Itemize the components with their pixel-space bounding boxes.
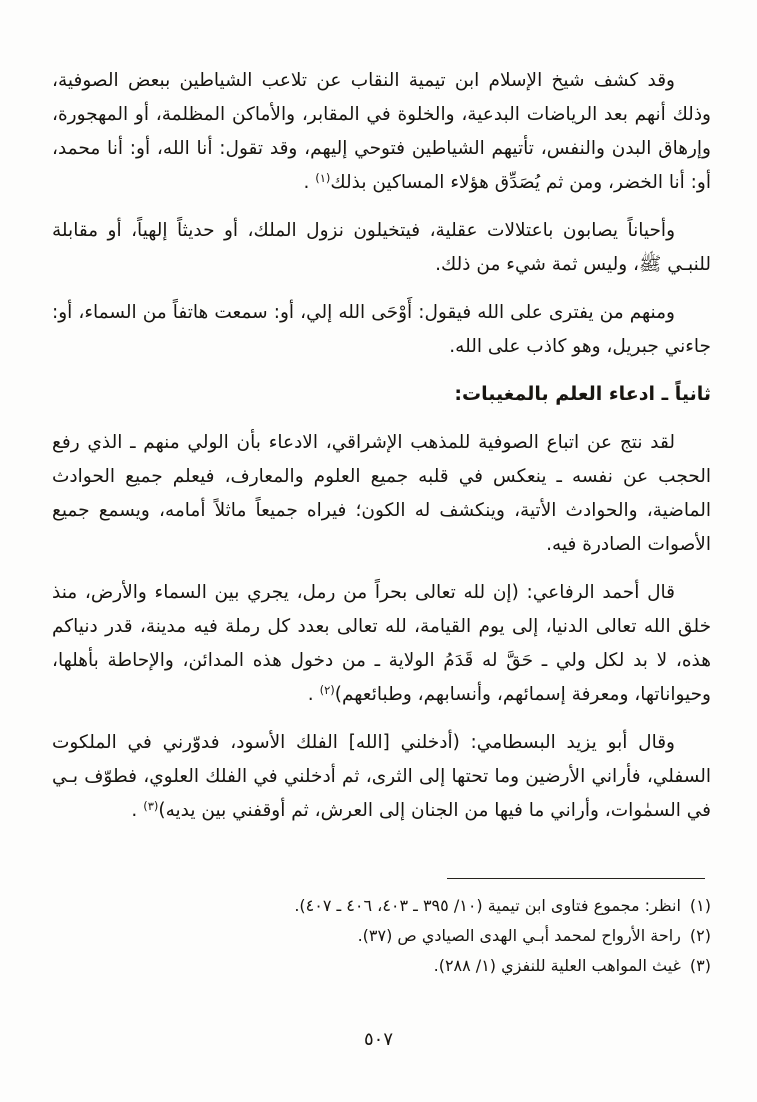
page-number: ٥٠٧ — [363, 1029, 393, 1050]
footnote-marker: (٢) — [689, 926, 711, 945]
paragraph: وأحياناً يصابون باعتلالات عقلية، فيتخيلون نزول الملك، أو حديثاً إلهياً، أو مقابلة للنبـي ﷺ، وليس ثمة شيء من ذلك. — [52, 220, 711, 275]
paragraph: قال أحمد الرفاعي: (إن لله تعالى بحراً من رمل، يجري بين السماء والأرض، منذ خلق الله تعالى الدنيا، إلى يوم القيامة، لله تعالى بعدد كل رملة فيه مدينة، قدر دنياكم هذه، لا بد لكل ولي ـ حَقَّ له قَدَمُ الولاية ـ من دخول هذه المدائن، والإحاطة بأهلها، وحيواناتها، ومعرفة إسمائهم، وأنسابهم، وطبائعهم)$^{(٢)}$ . — [52, 582, 711, 705]
footnote-list — [52, 891, 711, 981]
footnote-marker: (١) — [689, 896, 711, 915]
footnote — [52, 951, 711, 981]
section-heading: ثانياً ـ ادعاء العلم بالمغيبات: — [454, 383, 711, 405]
footnote-ref: (١) — [315, 171, 331, 185]
page-body — [52, 64, 711, 842]
footnote-text: غيث المواهب العلية للنفزي (١/ ٢٨٨). — [433, 956, 681, 975]
footnote-separator — [447, 878, 705, 879]
footnote-ref: (٣) — [143, 799, 159, 813]
footnote-marker: (٣) — [689, 956, 711, 975]
footnote-area — [52, 878, 711, 981]
footnote-text: انظر: مجموع فتاوى ابن تيمية (١٠/ ٣٩٥ ـ ٤٠٣، ٤٠٦ ـ ٤٠٧). — [294, 896, 681, 915]
paragraph: لقد نتج عن اتباع الصوفية للمذهب الإشراقي، الادعاء بأن الولي منهم ـ الذي رفع الحجب عن نفسه ـ ينعكس في قلبه جميع العلوم والمعارف، فيعلم جميع الحوادث الماضية، والحوادث الأتية، وينكشف له الكون؛ فيراه جميعاً ماثلاً أمامه، ويسمع جميع الأصوات الصادرة فيه. — [52, 432, 711, 555]
paragraph: ومنهم من يفترى على الله فيقول: أَوْحَى الله إلي، أو: سمعت هاتفاً من السماء، أو: جاءني جبريل، وهو كاذب على الله. — [52, 302, 711, 357]
footnote — [52, 891, 711, 921]
footnote-text: راحة الأرواح لمحمد أبـي الهدى الصيادي ص (٣٧). — [357, 926, 681, 945]
paragraph: وقد كشف شيخ الإسلام ابن تيمية النقاب عن تلاعب الشياطين ببعض الصوفية، وذلك أنهم بعد الرياضات البدعية، والخلوة في المقابر، والأماكن المظلمة، أو المهجورة، وإرهاق البدن والنفس، تأتيهم الشياطين فتوحي إليهم، وقد تقول: أنا الله، أو: أنا محمد، أو: أنا الخضر، ومن ثم يُصَدِّق هؤلاء المساكين بذلك$^{(١)}$ . — [52, 70, 711, 193]
footnote-ref: (٢) — [319, 683, 335, 697]
paragraph: وقال أبو يزيد البسطامي: (أدخلني [الله] الفلك الأسود، فدوّرني في الملكوت السفلي، فأراني الأرضين وما تحتها إلى الثرى، ثم أدخلني في الفلك العلوي، فطوّف بـي في السمٰوات، وأراني ما فيها من الجنان إلى العرش، ثم أوقفني بين يديه)$^{(٣)}$ . — [52, 732, 711, 821]
footnote — [52, 921, 711, 951]
